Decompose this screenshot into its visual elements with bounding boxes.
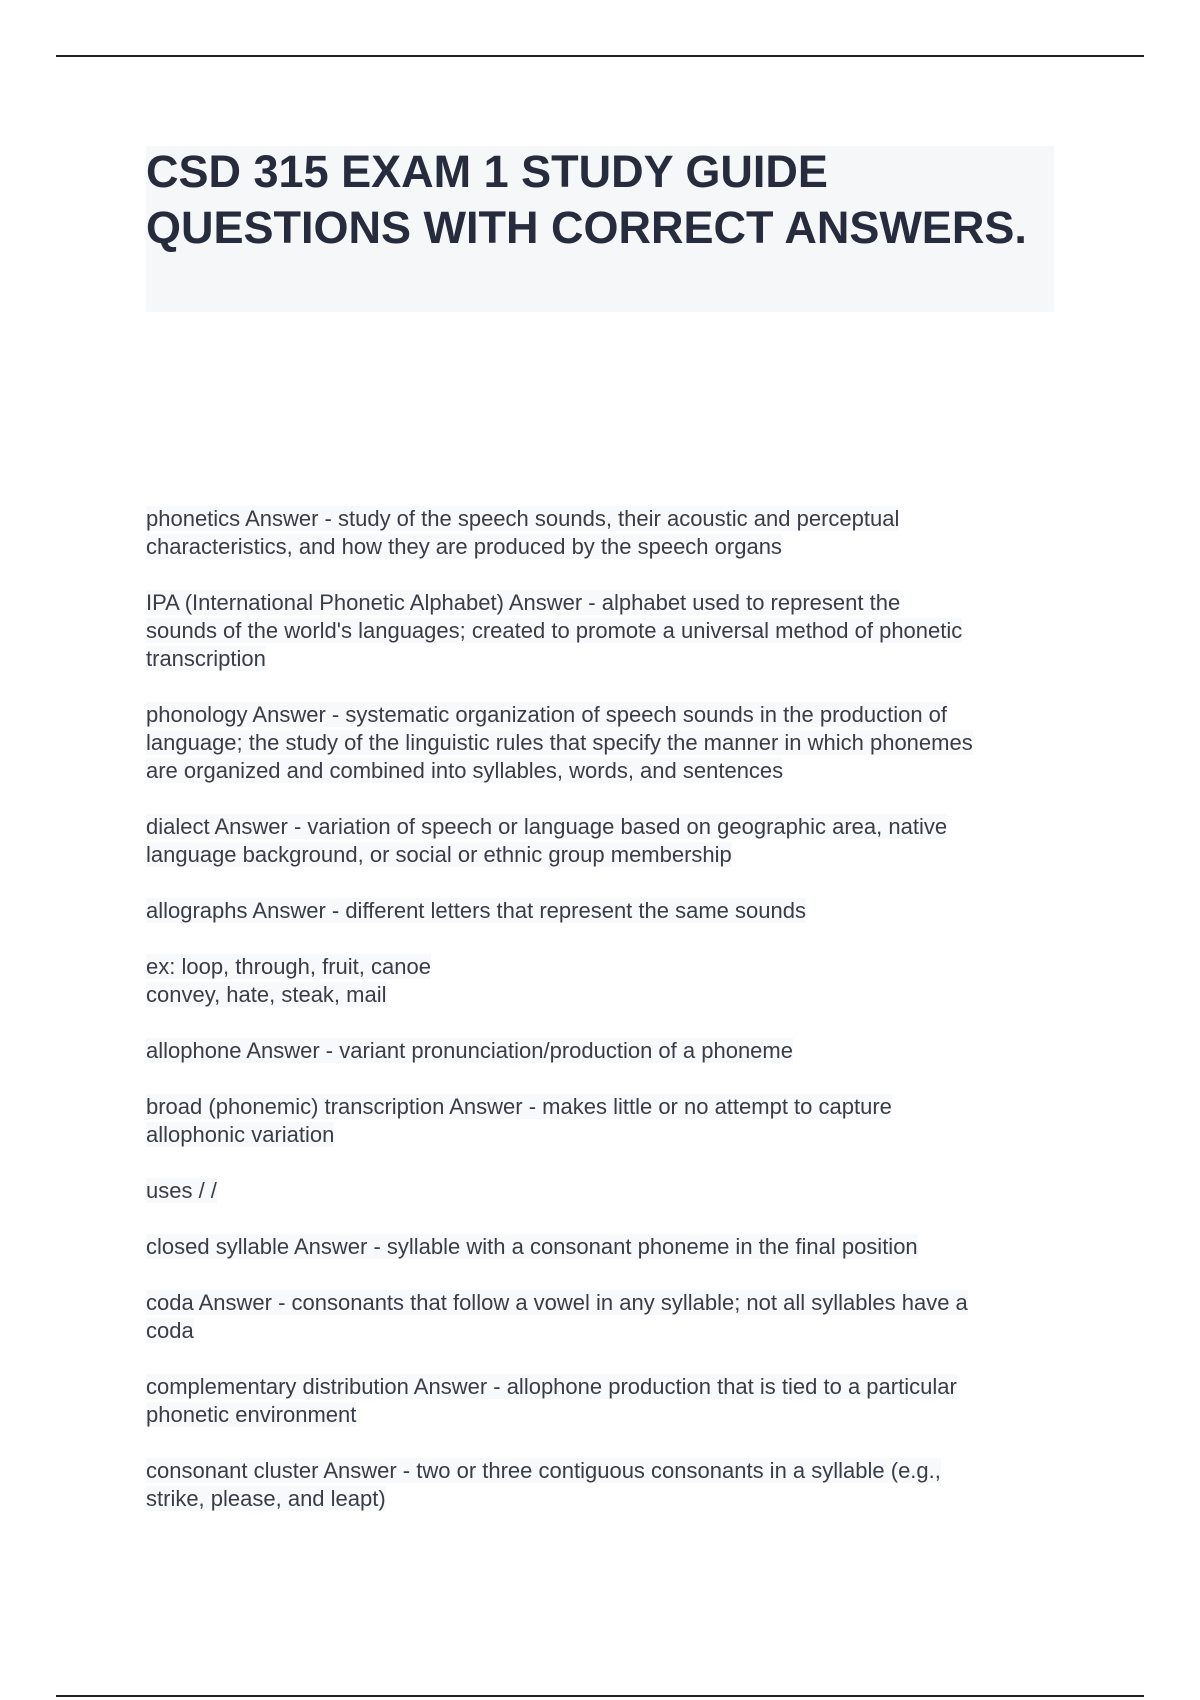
definition-coda: coda Answer - consonants that follow a vowel in any syllable; not all syllables have a coda [146, 1290, 968, 1343]
document-body [146, 505, 1066, 1541]
bottom-rule [56, 1695, 1144, 1697]
definition-allophone: allophone Answer - variant pronunciation/production of a phoneme [146, 1038, 793, 1063]
definition-broad-transcription: broad (phonemic) transcription Answer - makes little or no attempt to capture allophonic variation [146, 1094, 892, 1147]
broad-transcription-note: uses / / [146, 1178, 217, 1203]
allographs-example: ex: loop, through, fruit, canoe convey, hate, steak, mail [146, 954, 431, 1007]
definition-consonant-cluster: consonant cluster Answer - two or three contiguous consonants in a syllable (e.g., strike, please, and leapt) [146, 1458, 941, 1511]
document-title: CSD 315 EXAM 1 STUDY GUIDE QUESTIONS WITH CORRECT ANSWERS. [146, 146, 1027, 253]
definition-phonology: phonology Answer - systematic organization of speech sounds in the production of language; the study of the linguistic rules that specify the manner in which phonemes are organized and combined into syllables, words, and sentences [146, 702, 973, 783]
top-rule [56, 55, 1144, 57]
definition-complementary-distribution: complementary distribution Answer - allophone production that is tied to a particular phonetic environment [146, 1374, 957, 1427]
definition-ipa: IPA (International Phonetic Alphabet) Answer - alphabet used to represent the sounds of the world's languages; created to promote a universal method of phonetic transcription [146, 590, 963, 671]
definition-phonetics: phonetics Answer - study of the speech sounds, their acoustic and perceptual characteristics, and how they are produced by the speech organs [146, 506, 900, 559]
definition-dialect: dialect Answer - variation of speech or language based on geographic area, native language background, or social or ethnic group membership [146, 814, 948, 867]
definition-closed-syllable: closed syllable Answer - syllable with a consonant phoneme in the final position [146, 1234, 918, 1259]
definition-allographs: allographs Answer - different letters that represent the same sounds [146, 898, 806, 923]
